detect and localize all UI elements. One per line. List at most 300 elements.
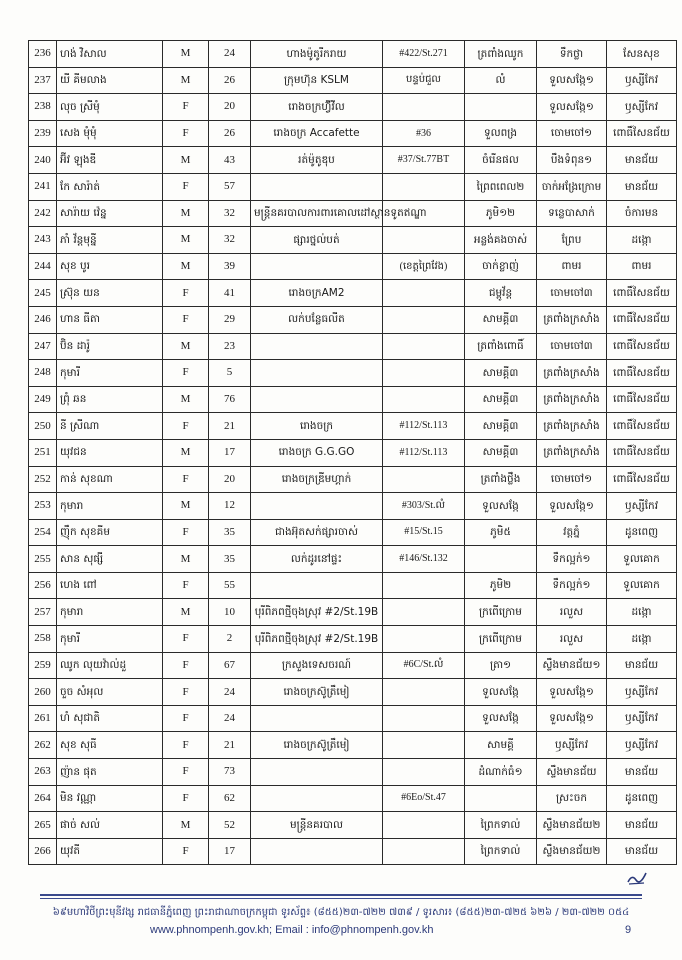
person-name-cell: ឈូក លុយវ៉ាល់ដួ (57, 652, 163, 679)
house-address-cell: #6C/St.លំ (383, 652, 465, 679)
sangkat-cell: ស្ទឹងមានជ័យ (537, 759, 607, 786)
workplace-cell: រោងចក្រឌ្រីមហ្គាក់ (251, 466, 383, 493)
table-row (29, 652, 677, 679)
age-cell: 21 (209, 413, 251, 440)
sangkat-cell: ចាក់អង្រែក្រោម (537, 173, 607, 200)
sangkat-cell: ស្រះចក (537, 785, 607, 812)
house-address-cell: #6Eo/St.47 (383, 785, 465, 812)
sangkat-cell: រលួស (537, 599, 607, 626)
district-cell: ឫស្សីកែវ (607, 493, 677, 520)
sex-cell: M (163, 67, 209, 94)
age-cell: 62 (209, 785, 251, 812)
workplace-cell (251, 333, 383, 360)
age-cell: 5 (209, 360, 251, 387)
person-name-cell: កែ សារ៉ាត់ (57, 173, 163, 200)
district-cell: ឫស្សីកែវ (607, 94, 677, 121)
sex-cell: M (163, 200, 209, 227)
sangkat-cell: ទឹកល្អក់១ (537, 546, 607, 573)
workplace-cell: បុរីពិភពថ្មីចុងស្រុវ #2/St.19B (251, 599, 383, 626)
district-cell: ពោធិ៍សែនជ័យ (607, 413, 677, 440)
sex-cell: M (163, 333, 209, 360)
sex-cell: F (163, 173, 209, 200)
person-name-cell: អ៊ីវ ឡុងឌី (57, 147, 163, 174)
village-cell: ក្រពើក្រោម (465, 626, 537, 653)
table-row (29, 466, 677, 493)
table-row (29, 413, 677, 440)
person-name-cell: យុវជន (57, 439, 163, 466)
sex-cell: F (163, 652, 209, 679)
village-cell: ភូមិ៥ (465, 519, 537, 546)
row-number-cell: 241 (29, 173, 57, 200)
district-cell: ដូនពេញ (607, 519, 677, 546)
age-cell: 24 (209, 705, 251, 732)
sangkat-cell: ត្រពាំងក្រសាំង (537, 386, 607, 413)
village-cell: ត្រពាំងពោធិ៍ (465, 333, 537, 360)
table-row (29, 360, 677, 387)
row-number-cell: 253 (29, 493, 57, 520)
row-number-cell: 252 (29, 466, 57, 493)
sangkat-cell: ទន្លេបាសាក់ (537, 200, 607, 227)
table-row (29, 785, 677, 812)
village-cell: លំ (465, 67, 537, 94)
workplace-cell: រត់ម៉ូតូឌុប (251, 147, 383, 174)
person-name-cell: យី គីមលាង (57, 67, 163, 94)
sex-cell: F (163, 838, 209, 865)
age-cell: 21 (209, 732, 251, 759)
age-cell: 39 (209, 253, 251, 280)
village-cell: ជម្ពូវ័ន្ត (465, 280, 537, 307)
district-cell: ពោធិ៍សែនជ័យ (607, 120, 677, 147)
age-cell: 57 (209, 173, 251, 200)
workplace-cell: រោងចក្រស៊ូត្រឹមៀ (251, 732, 383, 759)
sangkat-cell: វត្តភ្នំ (537, 519, 607, 546)
workplace-cell: រោងចក្រ Accafette (251, 120, 383, 147)
row-number-cell: 258 (29, 626, 57, 653)
house-address-cell: #112/St.113 (383, 439, 465, 466)
district-cell: ពោធិ៍សែនជ័យ (607, 466, 677, 493)
sangkat-cell: ទួលសង្កែ១ (537, 705, 607, 732)
row-number-cell: 250 (29, 413, 57, 440)
house-address-cell (383, 599, 465, 626)
table-row (29, 812, 677, 839)
table-row (29, 626, 677, 653)
person-name-cell: ផាច់ សល់ (57, 812, 163, 839)
district-cell: ទួលគោក (607, 546, 677, 573)
page-number: 9 (625, 924, 632, 936)
person-name-cell: ហេង ពៅ (57, 572, 163, 599)
table-row (29, 493, 677, 520)
row-number-cell: 236 (29, 41, 57, 68)
sex-cell: M (163, 227, 209, 254)
row-number-cell: 247 (29, 333, 57, 360)
row-number-cell: 248 (29, 360, 57, 387)
sex-cell: F (163, 626, 209, 653)
row-number-cell: 261 (29, 705, 57, 732)
house-address-cell: #112/St.113 (383, 413, 465, 440)
sex-cell: F (163, 759, 209, 786)
village-cell (465, 94, 537, 121)
house-address-cell (383, 386, 465, 413)
village-cell: ត្រពាំងឈូក (465, 41, 537, 68)
footer-address: ៦៩មហាវិថីព្រះមុនីវង្ស រាជធានីភ្នំពេញ ព្រះរាជាណាចក្រកម្ពុជា ទូរស័ព្ទ៖ (៨៥៥)២៣-៧២២ ៧៣៩ / ទូរសារ៖ (៨៥៥)២៣-៧២៥ ៦២៦ / ២៣-៧២២ ០៥៤ (52, 907, 630, 918)
house-address-cell (383, 626, 465, 653)
district-cell: មានជ័យ (607, 147, 677, 174)
village-cell (465, 546, 537, 573)
village-cell: ព្រៃកទាល់ (465, 838, 537, 865)
district-cell: ឫស្សីកែវ (607, 679, 677, 706)
table-row (29, 572, 677, 599)
sangkat-cell: ស្ទឹងមានជ័យ២ (537, 812, 607, 839)
house-address-cell (383, 227, 465, 254)
row-number-cell: 238 (29, 94, 57, 121)
row-number-cell: 249 (29, 386, 57, 413)
person-name-cell: កាន់ សុខណា (57, 466, 163, 493)
person-name-cell: លុច ស្រីមុំ (57, 94, 163, 121)
sex-cell: F (163, 519, 209, 546)
row-number-cell: 262 (29, 732, 57, 759)
sex-cell: F (163, 280, 209, 307)
row-number-cell: 251 (29, 439, 57, 466)
table-row (29, 120, 677, 147)
row-number-cell: 243 (29, 227, 57, 254)
table-row (29, 41, 677, 68)
table-row (29, 253, 677, 280)
table-row (29, 200, 677, 227)
workplace-cell: ជាងអ៊ុតសក់ផ្សារចាស់ (251, 519, 383, 546)
house-address-cell: #37/St.77BT (383, 147, 465, 174)
workplace-cell (251, 785, 383, 812)
table-row (29, 333, 677, 360)
table-row (29, 386, 677, 413)
sex-cell: F (163, 785, 209, 812)
footer-divider (40, 894, 642, 896)
age-cell: 20 (209, 94, 251, 121)
sex-cell: F (163, 413, 209, 440)
village-cell: ទួលសង្កែ (465, 493, 537, 520)
records-table-container (28, 40, 670, 865)
house-address-cell: #422/St.271 (383, 41, 465, 68)
house-address-cell: #36 (383, 120, 465, 147)
village-cell: ទួលសង្កែ (465, 679, 537, 706)
person-name-cell: ស្រ៊ុន យន (57, 280, 163, 307)
age-cell: 29 (209, 306, 251, 333)
sangkat-cell: ចោមចៅ១ (537, 120, 607, 147)
row-number-cell: 240 (29, 147, 57, 174)
age-cell: 24 (209, 679, 251, 706)
age-cell: 20 (209, 466, 251, 493)
row-number-cell: 244 (29, 253, 57, 280)
sangkat-cell: ចោមចៅ៣ (537, 333, 607, 360)
person-name-cell: កុមារី (57, 360, 163, 387)
village-cell: ក្រពើក្រោម (465, 599, 537, 626)
age-cell: 12 (209, 493, 251, 520)
sangkat-cell: ស្ទឹងមានជ័យ១ (537, 652, 607, 679)
table-row (29, 838, 677, 865)
person-name-cell: សេង មុំមុំ (57, 120, 163, 147)
house-address-cell (383, 705, 465, 732)
age-cell: 26 (209, 67, 251, 94)
sangkat-cell: បឹងទំពុន១ (537, 147, 607, 174)
person-name-cell: សារ៉ាយ វ៉េន្ន (57, 200, 163, 227)
age-cell: 32 (209, 200, 251, 227)
village-cell: ដំណាក់ធំ១ (465, 759, 537, 786)
district-cell: ពោធិ៍សែនជ័យ (607, 333, 677, 360)
village-cell: ព្រៃពពេល២ (465, 173, 537, 200)
row-number-cell: 245 (29, 280, 57, 307)
sangkat-cell: ទួលសង្កែ១ (537, 67, 607, 94)
sangkat-cell: ទួលសង្កែ១ (537, 493, 607, 520)
district-cell: ពាមរ (607, 253, 677, 280)
sex-cell: M (163, 253, 209, 280)
records-table (28, 40, 677, 865)
district-cell: ឫស្សីកែវ (607, 705, 677, 732)
sex-cell: F (163, 360, 209, 387)
district-cell: ទួលគោក (607, 572, 677, 599)
person-name-cell: ញ៉ាន ផុត (57, 759, 163, 786)
table-row (29, 67, 677, 94)
workplace-cell (251, 173, 383, 200)
house-address-cell (383, 173, 465, 200)
district-cell: សែនសុខ (607, 41, 677, 68)
district-cell: ចំការមន (607, 200, 677, 227)
workplace-cell (251, 759, 383, 786)
workplace-cell: រោងចក្រស៊ូត្រឹមៀ (251, 679, 383, 706)
person-name-cell: នី ស្រីណា (57, 413, 163, 440)
table-row (29, 306, 677, 333)
sex-cell: M (163, 599, 209, 626)
person-name-cell: មិន វណ្ណា (57, 785, 163, 812)
person-name-cell: ហង់ វិសាល (57, 41, 163, 68)
age-cell: 35 (209, 546, 251, 573)
records-table-body (29, 41, 677, 865)
table-row (29, 519, 677, 546)
row-number-cell: 255 (29, 546, 57, 573)
workplace-cell: ក្រសួងទេសចរណ៍ (251, 652, 383, 679)
age-cell: 23 (209, 333, 251, 360)
person-name-cell: យុវតី (57, 838, 163, 865)
sex-cell: M (163, 546, 209, 573)
sangkat-cell: ចោមចៅ៣ (537, 280, 607, 307)
person-name-cell: ប៊ិន ដារ៉ូ (57, 333, 163, 360)
workplace-cell (251, 253, 383, 280)
village-cell: ចំរើនផល (465, 147, 537, 174)
district-cell: ដង្កោ (607, 227, 677, 254)
workplace-cell: រោងចក្រ (251, 413, 383, 440)
sex-cell: M (163, 812, 209, 839)
house-address-cell (383, 360, 465, 387)
house-address-cell (383, 732, 465, 759)
sangkat-cell: ពាមរ (537, 253, 607, 280)
district-cell: មានជ័យ (607, 759, 677, 786)
table-row (29, 599, 677, 626)
person-name-cell: សុខ បូរ (57, 253, 163, 280)
age-cell: 24 (209, 41, 251, 68)
person-name-cell: ហាន ធីតា (57, 306, 163, 333)
house-address-cell (383, 280, 465, 307)
workplace-cell: ហាងម៉ូតូរីករាយ (251, 41, 383, 68)
table-row (29, 759, 677, 786)
person-name-cell: ភាំ វ័ន្តមុន្នី (57, 227, 163, 254)
person-name-cell: កុមារា (57, 599, 163, 626)
sex-cell: M (163, 386, 209, 413)
house-address-cell: #303/St.លំ (383, 493, 465, 520)
workplace-cell: លក់ដូរនៅផ្ទះ (251, 546, 383, 573)
house-address-cell (383, 94, 465, 121)
village-cell: សាមគ្គី៣ (465, 360, 537, 387)
row-number-cell: 259 (29, 652, 57, 679)
village-cell: ភូមិ១២ (465, 200, 537, 227)
table-row (29, 227, 677, 254)
workplace-cell (251, 386, 383, 413)
row-number-cell: 266 (29, 838, 57, 865)
footer-website-email: www.phnompenh.gov.kh; Email : info@phnompenh.gov.kh (150, 924, 434, 936)
district-cell: មានជ័យ (607, 838, 677, 865)
district-cell: ឫស្សីកែវ (607, 67, 677, 94)
age-cell: 17 (209, 838, 251, 865)
village-cell: ចាក់ខ្លាញ់ (465, 253, 537, 280)
row-number-cell: 242 (29, 200, 57, 227)
house-address-cell (383, 572, 465, 599)
row-number-cell: 256 (29, 572, 57, 599)
house-address-cell: #146/St.132 (383, 546, 465, 573)
village-cell: សាមគ្គី៣ (465, 439, 537, 466)
sangkat-cell: ទឹកល្អក់១ (537, 572, 607, 599)
person-name-cell: ចួច សំអុល (57, 679, 163, 706)
person-name-cell: ញ៉ឹក សុខគីម (57, 519, 163, 546)
district-cell: ពោធិ៍សែនជ័យ (607, 306, 677, 333)
village-cell: សាមគ្គី (465, 732, 537, 759)
village-cell: សាមគ្គី៣ (465, 386, 537, 413)
sangkat-cell: ឫស្សីកែវ (537, 732, 607, 759)
age-cell: 26 (209, 120, 251, 147)
workplace-cell (251, 838, 383, 865)
village-cell: ភូមិ២ (465, 572, 537, 599)
sex-cell: M (163, 147, 209, 174)
workplace-cell (251, 493, 383, 520)
workplace-cell: រោងចក្រហ៊្វីវីល (251, 94, 383, 121)
house-address-cell: (ខេត្តព្រៃវែង) (383, 253, 465, 280)
age-cell: 41 (209, 280, 251, 307)
house-address-cell (383, 838, 465, 865)
person-name-cell: កុមារី (57, 626, 163, 653)
table-row (29, 280, 677, 307)
district-cell: មានជ័យ (607, 652, 677, 679)
sangkat-cell: ទឹកថ្លា (537, 41, 607, 68)
sex-cell: F (163, 732, 209, 759)
house-address-cell (383, 812, 465, 839)
workplace-cell: ក្រុមហ៊ុន KSLM (251, 67, 383, 94)
district-cell: មានជ័យ (607, 812, 677, 839)
house-address-cell (383, 333, 465, 360)
village-cell (465, 785, 537, 812)
table-row (29, 679, 677, 706)
row-number-cell: 254 (29, 519, 57, 546)
handwritten-mark-icon (626, 870, 648, 886)
district-cell: ពោធិ៍សែនជ័យ (607, 360, 677, 387)
sex-cell: M (163, 439, 209, 466)
workplace-cell: មន្ត្រីនគរបាល (251, 812, 383, 839)
district-cell: ដង្កោ (607, 599, 677, 626)
village-cell: សាមគ្គី៣ (465, 413, 537, 440)
house-address-cell: #15/St.15 (383, 519, 465, 546)
age-cell: 17 (209, 439, 251, 466)
table-row (29, 94, 677, 121)
table-row (29, 147, 677, 174)
workplace-cell: ផ្សារថ្នល់បត់ (251, 227, 383, 254)
workplace-cell: រោងចក្រAM2 (251, 280, 383, 307)
age-cell: 52 (209, 812, 251, 839)
district-cell: ដង្កោ (607, 626, 677, 653)
village-cell: ព្រៃកទាល់ (465, 812, 537, 839)
age-cell: 35 (209, 519, 251, 546)
workplace-cell (251, 360, 383, 387)
district-cell: ដូនពេញ (607, 785, 677, 812)
person-name-cell: ហំ សុជាតិ (57, 705, 163, 732)
sex-cell: F (163, 572, 209, 599)
sangkat-cell: ទួលសង្កែ១ (537, 94, 607, 121)
row-number-cell: 239 (29, 120, 57, 147)
village-cell: ត្រា១ (465, 652, 537, 679)
house-address-cell: បន្ទប់ជួល (383, 67, 465, 94)
row-number-cell: 237 (29, 67, 57, 94)
sex-cell: F (163, 466, 209, 493)
sangkat-cell: ស្ទឹងមានជ័យ២ (537, 838, 607, 865)
house-address-cell (383, 679, 465, 706)
sex-cell: F (163, 679, 209, 706)
workplace-cell (251, 572, 383, 599)
workplace-cell: មន្ត្រីនគរបាលការពារគោលដៅស្ថានទូតឥណ្ឌា (251, 200, 383, 227)
district-cell: មានជ័យ (607, 173, 677, 200)
row-number-cell: 264 (29, 785, 57, 812)
age-cell: 2 (209, 626, 251, 653)
village-cell: ទួលពង្រ (465, 120, 537, 147)
district-cell: ពោធិ៍សែនជ័យ (607, 386, 677, 413)
age-cell: 32 (209, 227, 251, 254)
person-name-cell: សាន សុផ្សី (57, 546, 163, 573)
village-cell: ត្រពាំងថ្លឹង (465, 466, 537, 493)
district-cell: ឫស្សីកែវ (607, 732, 677, 759)
sex-cell: F (163, 705, 209, 732)
sangkat-cell: ទួលសង្កែ១ (537, 679, 607, 706)
sangkat-cell: ត្រពាំងក្រសាំង (537, 413, 607, 440)
workplace-cell (251, 705, 383, 732)
sangkat-cell: ត្រពាំងក្រសាំង (537, 360, 607, 387)
table-row (29, 705, 677, 732)
house-address-cell (383, 759, 465, 786)
table-row (29, 439, 677, 466)
age-cell: 76 (209, 386, 251, 413)
house-address-cell (383, 466, 465, 493)
table-row (29, 173, 677, 200)
sangkat-cell: ត្រពាំងក្រសាំង (537, 439, 607, 466)
village-cell: សាមគ្គី៣ (465, 306, 537, 333)
footer-divider-thin (40, 898, 642, 899)
sangkat-cell: ព្រែប (537, 227, 607, 254)
row-number-cell: 257 (29, 599, 57, 626)
age-cell: 67 (209, 652, 251, 679)
person-name-cell: កុមារា (57, 493, 163, 520)
age-cell: 73 (209, 759, 251, 786)
workplace-cell: លក់បន្លែធលីត (251, 306, 383, 333)
sex-cell: M (163, 41, 209, 68)
sex-cell: F (163, 120, 209, 147)
house-address-cell (383, 306, 465, 333)
age-cell: 55 (209, 572, 251, 599)
table-row (29, 546, 677, 573)
district-cell: ពោធិ៍សែនជ័យ (607, 439, 677, 466)
row-number-cell: 265 (29, 812, 57, 839)
village-cell: អន្លង់គងចាស់ (465, 227, 537, 254)
